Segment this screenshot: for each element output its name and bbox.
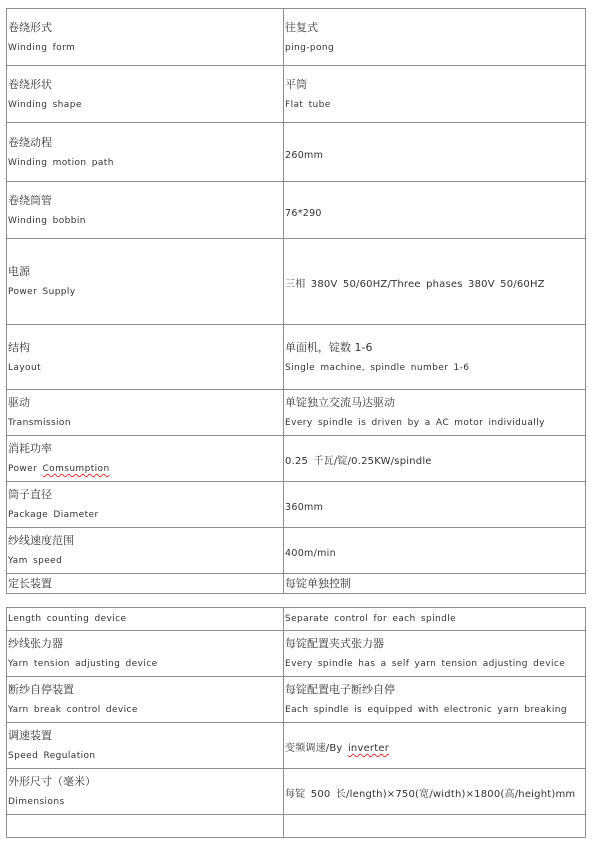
value-zh: 每锭单独控制 — [285, 576, 351, 590]
row-value — [284, 390, 586, 436]
row-key — [7, 390, 284, 436]
key-en: Layout — [8, 362, 41, 373]
value-text — [285, 743, 389, 754]
key-zh: 消耗功率 — [8, 442, 52, 455]
table-row — [7, 528, 586, 574]
row-value — [284, 769, 586, 815]
value-en: Separate control for each spindle — [285, 614, 457, 624]
key-en — [8, 462, 283, 476]
row-key — [7, 723, 284, 769]
table-row — [7, 608, 586, 631]
value-zh: 单锭独立交流马达驱动 — [285, 396, 395, 409]
row-value — [284, 608, 586, 631]
value-en: Flat tube — [285, 99, 331, 110]
key-zh: 断纱自停装置 — [8, 683, 74, 696]
row-value — [284, 325, 586, 390]
row-key — [7, 482, 284, 528]
value-text: 400m/min — [285, 548, 336, 559]
key-en: Speed Regulation — [8, 751, 96, 761]
key-en-part: Power — [8, 464, 43, 474]
row-key — [7, 677, 284, 723]
key-en: Yam speed — [8, 556, 63, 566]
value-text: 360mm — [285, 502, 324, 513]
key-zh: 纱线张力器 — [8, 637, 63, 650]
value-text: 每锭 500 长/length)×750(宽/width)×1800(高/height)mm — [285, 789, 576, 800]
key-zh: 定长装置 — [8, 576, 52, 590]
table-row — [7, 239, 586, 325]
value-en: Each spindle is equipped with electronic yarn breaking — [285, 705, 567, 715]
row-value — [284, 436, 586, 482]
key-en: Package Diameter — [8, 510, 99, 520]
row-key — [7, 182, 284, 239]
value-en: Every spindle is driven by a AC motor individually — [285, 418, 545, 428]
value-text: 260mm — [285, 149, 324, 161]
row-key — [7, 123, 284, 182]
spec-table-1 — [6, 8, 586, 594]
row-value-empty — [284, 815, 586, 838]
key-zh: 纱线速度范围 — [8, 534, 74, 547]
key-zh: 驱动 — [8, 396, 30, 409]
key-zh: 卷绕动程 — [8, 135, 52, 149]
row-key — [7, 574, 284, 594]
row-value — [284, 66, 586, 123]
value-zh: 每锭配置电子断纱自停 — [285, 683, 395, 696]
table-row — [7, 66, 586, 123]
key-zh: 结构 — [8, 340, 30, 354]
table-row — [7, 123, 586, 182]
spec-table-2 — [6, 607, 586, 838]
key-en: Power Supply — [8, 287, 76, 297]
row-value — [284, 482, 586, 528]
table-row — [7, 390, 586, 436]
value-en: ping-pong — [285, 42, 335, 53]
value-zh: 单面机，锭数 1-6 — [285, 340, 373, 354]
table-row — [7, 325, 586, 390]
row-value — [284, 9, 586, 66]
row-key — [7, 325, 284, 390]
table-row — [7, 574, 586, 594]
key-zh: 外形尺寸（毫米） — [8, 775, 96, 788]
row-key — [7, 436, 284, 482]
key-en: Dimensions — [8, 797, 65, 807]
row-value — [284, 123, 586, 182]
table-row — [7, 182, 586, 239]
key-zh: 电源 — [8, 265, 30, 278]
row-value — [284, 631, 586, 677]
row-value — [284, 239, 586, 325]
key-en: Yarn break control device — [8, 705, 138, 715]
table-row — [7, 631, 586, 677]
value-text: 76*290 — [285, 207, 322, 219]
row-value — [284, 182, 586, 239]
key-zh: 卷绕形式 — [8, 20, 52, 34]
row-key-empty — [7, 815, 284, 838]
table-row — [7, 769, 586, 815]
value-zh: 每锭配置夹式张力器 — [285, 637, 384, 650]
key-en: Winding motion path — [8, 157, 114, 168]
value-en: Single machine, spindle number 1-6 — [285, 362, 470, 373]
row-key — [7, 239, 284, 325]
row-key — [7, 769, 284, 815]
value-text: 0.25 千瓦/锭/0.25KW/spindle — [285, 456, 432, 467]
table-row — [7, 9, 586, 66]
table-row — [7, 482, 586, 528]
key-en: Winding form — [8, 42, 76, 53]
key-en-misspelled: Comsumption — [42, 464, 110, 474]
value-zh: 平筒 — [285, 77, 307, 91]
key-en: Winding bobbin — [8, 215, 86, 226]
key-zh: 卷绕筒管 — [8, 193, 52, 207]
table-row — [7, 723, 586, 769]
key-zh: 卷绕形状 — [8, 77, 52, 91]
key-zh: 筒子直径 — [8, 488, 52, 501]
value-underlined: inverter — [347, 743, 390, 754]
row-key — [7, 66, 284, 123]
table-row — [7, 436, 586, 482]
row-key — [7, 9, 284, 66]
value-part: 变频调速/By — [285, 743, 348, 754]
table-row — [7, 677, 586, 723]
value-text: 三相 380V 50/60HZ/Three phases 380V 50/60HZ — [285, 279, 545, 290]
row-key — [7, 608, 284, 631]
key-en: Yarn tension adjusting device — [8, 659, 158, 669]
row-value — [284, 574, 586, 594]
key-en: Transmission — [8, 418, 71, 428]
value-en: Every spindle has a self yarn tension adjusting device — [285, 659, 566, 669]
row-value — [284, 528, 586, 574]
table-row-empty — [7, 815, 586, 838]
key-zh: 调速装置 — [8, 729, 52, 742]
key-en: Winding shape — [8, 99, 82, 110]
value-zh: 往复式 — [285, 20, 318, 34]
row-key — [7, 528, 284, 574]
key-en: Length counting device — [8, 614, 127, 624]
row-value — [284, 723, 586, 769]
row-key — [7, 631, 284, 677]
row-value — [284, 677, 586, 723]
